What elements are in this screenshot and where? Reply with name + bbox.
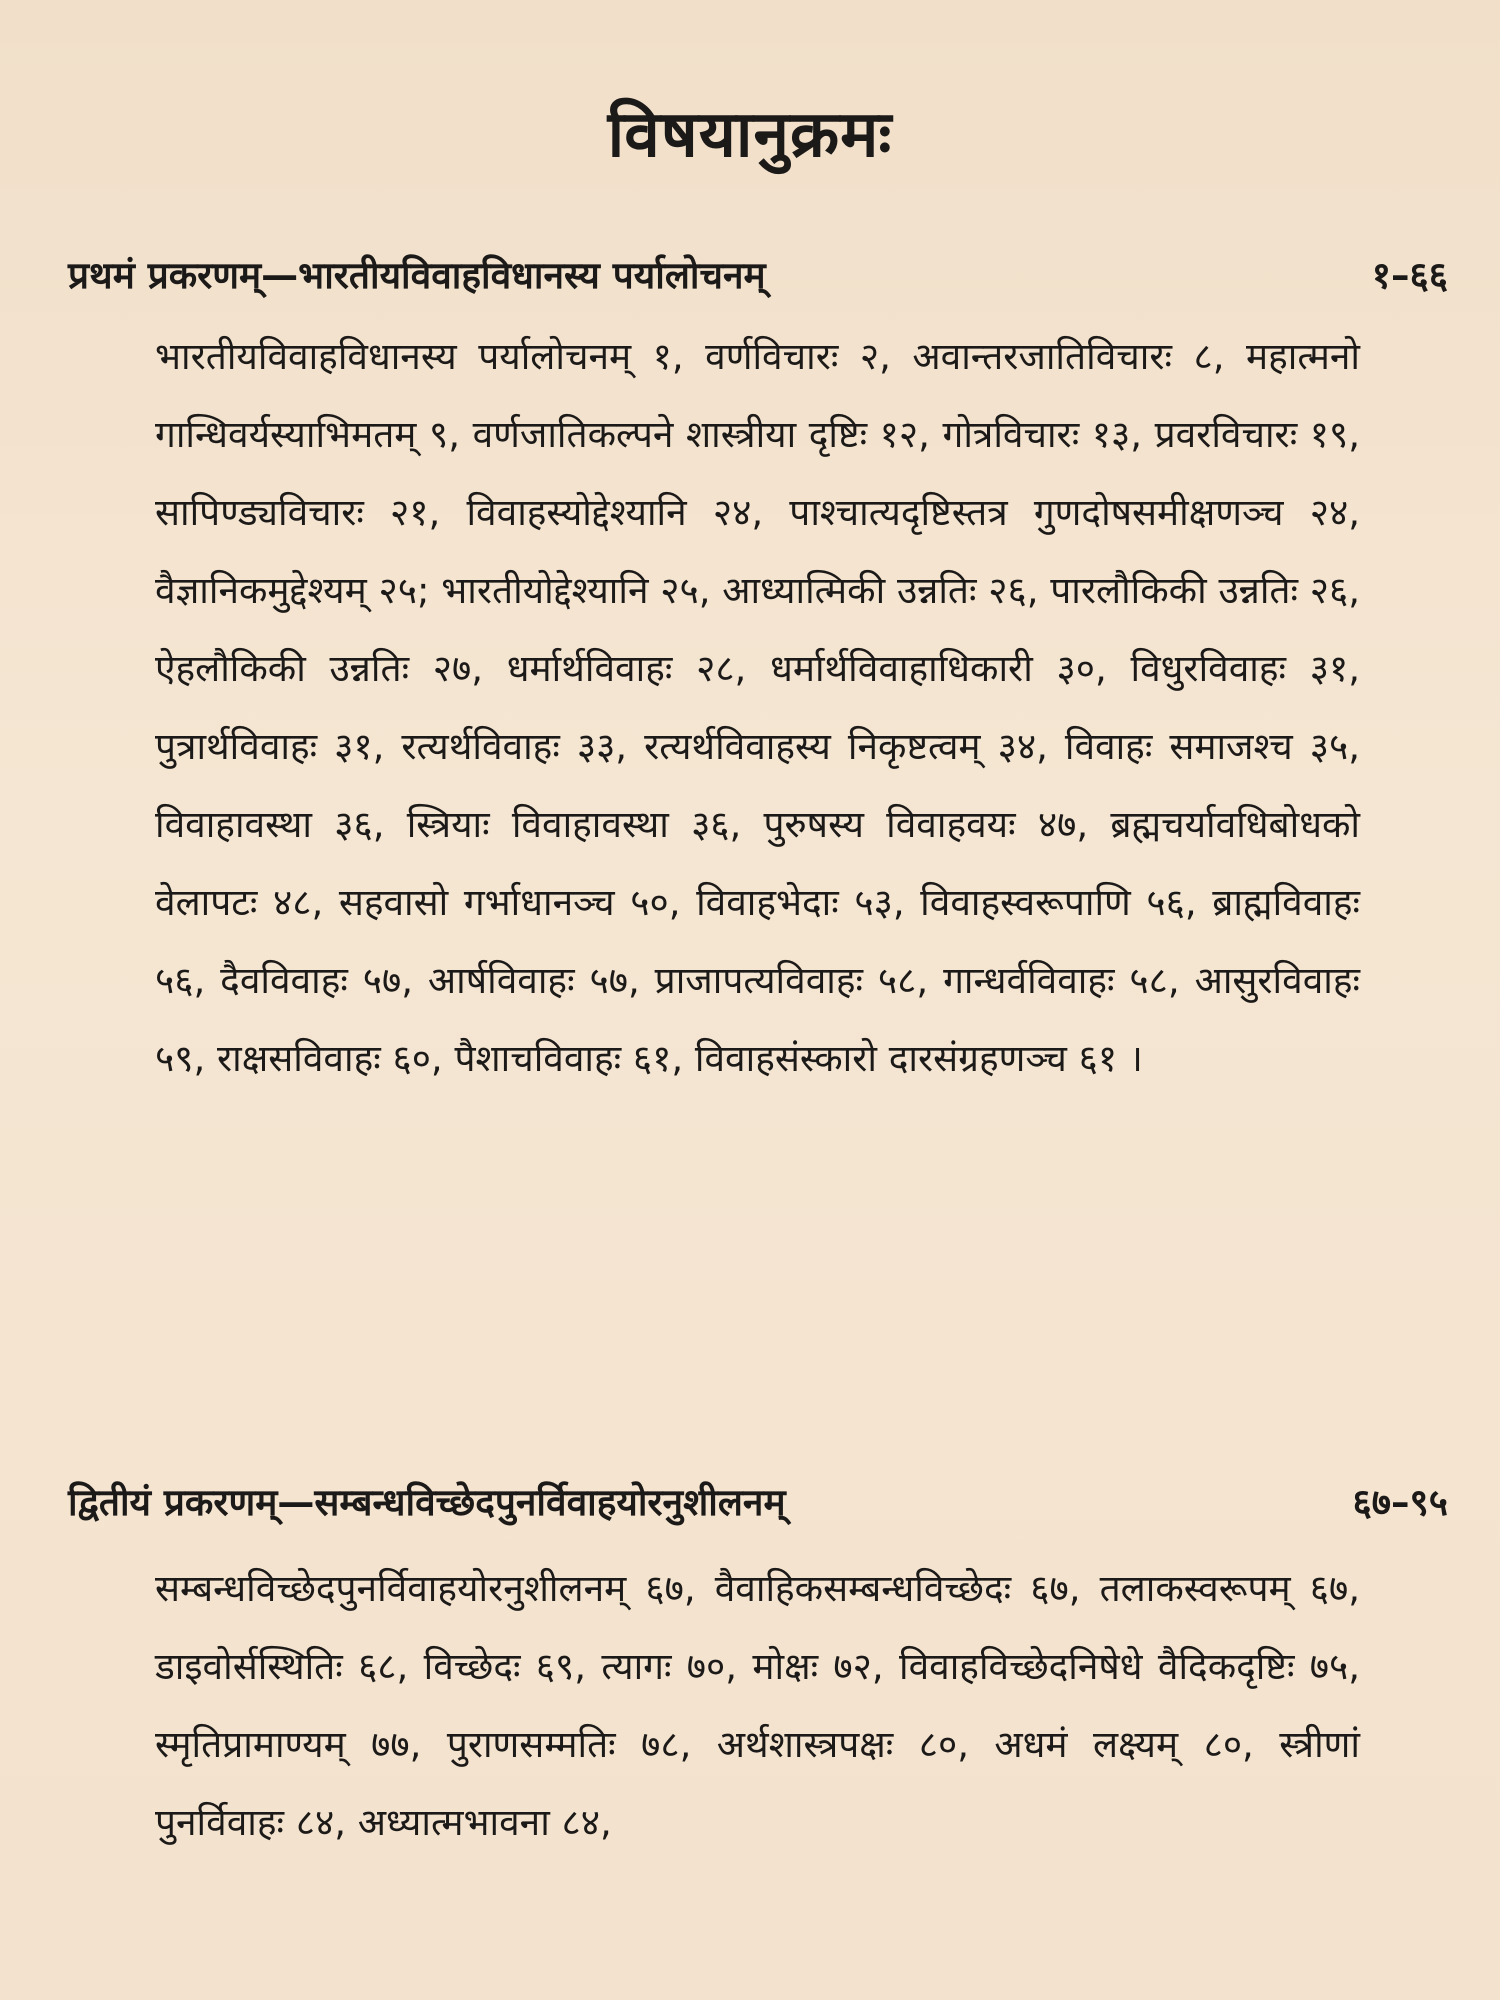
chapter-2-contents: सम्बन्धविच्छेदपुनर्विवाहयोरनुशीलनम् ६७, वैवाहिकसम्बन्धविच्छेदः ६७, तलाकस्वरूपम् ६७, डाइवोर्सस्थितिः ६८, विच्छेदः ६९, त्यागः ७०, मोक्षः ७२, विवाहविच्छेदनिषेधे वैदिकदृष्टिः ७५, स्मृतिप्रामाण्यम् ७७, पुराणसम्मतिः ७८, अर्थशास्त्रपक्षः ८०, अधमं लक्ष्यम् ८०, स्त्रीणां पुनर्विवाहः ८४, अध्यात्मभावना ८४, [155,1567,1360,1844]
chapter-1-contents: भारतीयविवाहविधानस्य पर्यालोचनम् १, वर्णविचारः २, अवान्तरजातिविचारः ८, महात्मनो गान्धिवर्यस्याभिमतम् ९, वर्णजातिकल्पने शास्त्रीया दृष्टिः १२, गोत्रविचारः १३, प्रवरविचारः १९, सापिण्ड्यविचारः २१, विवाहस्योद्देश्यानि २४, पाश्चात्यदृष्टिस्तत्र गुणदोषसमीक्षणञ्च २४, वैज्ञानिकमुद्देश्यम् २५; भारतीयोद्देश्यानि २५, आध्यात्मिकी उन्नतिः २६, पारलौकिकी उन्नतिः २६, ऐहलौकिकी उन्नतिः २७, धर्मार्थविवाहः २८, धर्मार्थविवाहाधिकारी ३०, विधुरविवाहः ३१, पुत्रार्थविवाहः ३१, रत्यर्थविवाहः ३३, रत्यर्थविवाहस्य निकृष्टत्वम् ३४, विवाहः समाजश्च ३५, विवाहावस्था ३६, स्त्रियाः विवाहावस्था ३६, पुरुषस्य विवाहवयः ४७, ब्रह्मचर्यावधिबोधको वेलापटः ४८, सहवासो गर्भाधानञ्च ५०, विवाहभेदाः ५३, विवाहस्वरूपाणि ५६, ब्राह्मविवाहः ५६, दैवविवाहः ५७, आर्षविवाहः ५७, प्राजापत्यविवाहः ५८, गान्धर्वविवाहः ५८, आसुरविवाहः ५९, राक्षसविवाहः ६०, पैशाचविवाहः ६१, विवाहसंस्कारो दारसंग्रहणञ्च ६१ । [155,335,1360,1080]
chapter-1-heading [68,248,1448,299]
chapter-1-title: प्रथमं प्रकरणम्—भारतीयविवाहविधानस्य पर्यालोचनम् [68,254,766,297]
chapter-2-title: द्वितीयं प्रकरणम्—सम्बन्धविच्छेदपुनर्विवाहयोरनुशीलनम् [68,1481,786,1524]
chapter-2-heading [68,1475,1448,1526]
chapter-1-page-range: १–६६ [1371,254,1448,297]
page-title: विषयानुक्रमः [607,98,893,172]
chapter-2-page-range: ६७–९५ [1352,1481,1448,1524]
